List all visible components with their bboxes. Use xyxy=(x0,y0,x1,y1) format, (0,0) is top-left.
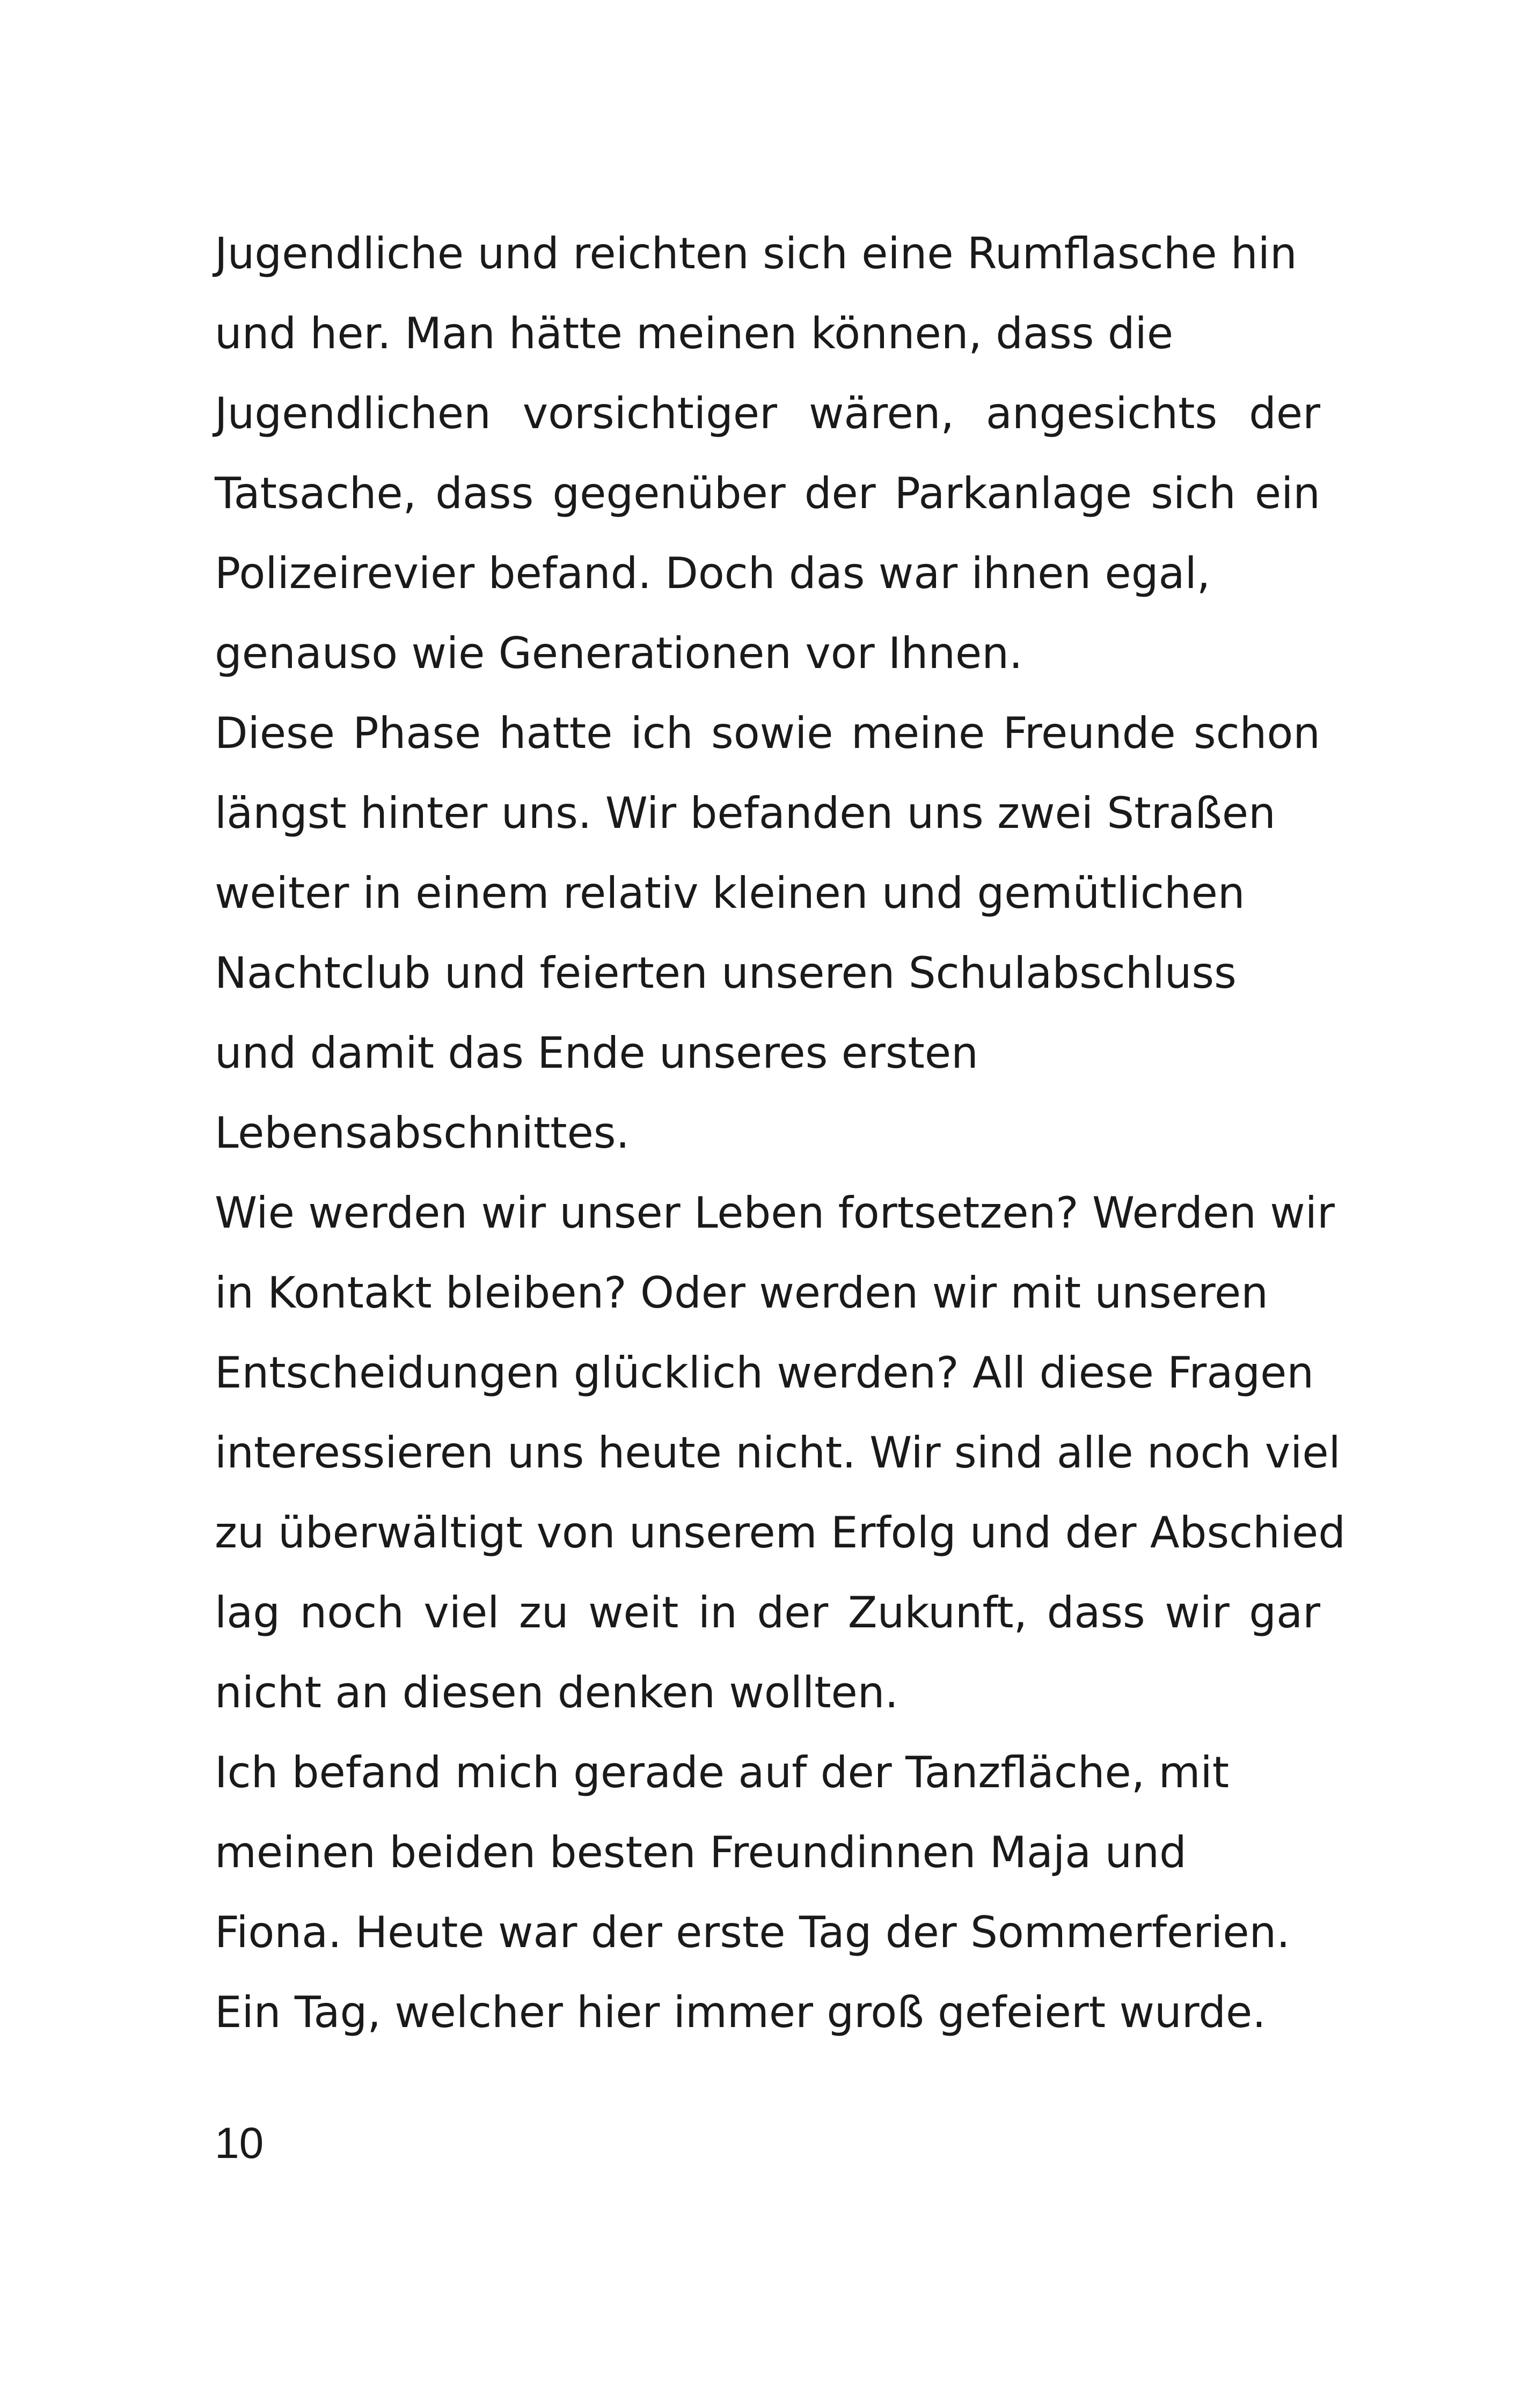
text-line: längst hinter uns. Wir befanden uns zwei Straßen xyxy=(215,788,1276,838)
text-line: Diese Phase hatte ich sowie meine Freunde schon xyxy=(215,708,1320,758)
text-line: weiter in einem relativ kleinen und gemütlichen xyxy=(215,868,1245,918)
text-line: Jugendliche und reichten sich eine Rumflasche hin xyxy=(215,229,1297,278)
text-line: zu überwältigt von unserem Erfolg und der Abschied xyxy=(215,1508,1346,1558)
text-line: Polizeirevier befand. Doch das war ihnen egal, xyxy=(215,548,1211,598)
text-line: Ich befand mich gerade auf der Tanzfläche, mit xyxy=(215,1748,1230,1797)
text-line: genauso wie Generationen vor Ihnen. xyxy=(215,628,1023,678)
body-text xyxy=(215,214,1346,2052)
page-number: 10 xyxy=(215,2119,264,2168)
text-line: lag noch viel zu weit in der Zukunft, dass wir gar xyxy=(215,1588,1320,1638)
text-line: Lebensabschnittes. xyxy=(215,1108,630,1158)
text-line: Tatsache, dass gegenüber der Parkanlage sich ein xyxy=(215,468,1320,518)
text-line: in Kontakt bleiben? Oder werden wir mit unseren xyxy=(215,1268,1268,1318)
text-line: Wie werden wir unser Leben fortsetzen? Werden wir xyxy=(215,1188,1335,1238)
text-line: meinen beiden besten Freundinnen Maja und xyxy=(215,1827,1187,1877)
text-line: Jugendlichen vorsichtiger wären, angesichts der xyxy=(215,388,1320,438)
text-line: nicht an diesen denken wollten. xyxy=(215,1668,898,1717)
text-line: interessieren uns heute nicht. Wir sind alle noch viel xyxy=(215,1428,1341,1478)
text-line: Fiona. Heute war der erste Tag der Sommerferien. xyxy=(215,1907,1290,1957)
text-line: und damit das Ende unseres ersten xyxy=(215,1028,978,1078)
text-line: und her. Man hätte meinen können, dass die xyxy=(215,309,1174,358)
text-line: Nachtclub und feierten unseren Schulabschluss xyxy=(215,948,1237,998)
text-line: Ein Tag, welcher hier immer groß gefeiert wurde. xyxy=(215,1987,1266,2037)
text-line: Entscheidungen glücklich werden? All diese Fragen xyxy=(215,1348,1314,1398)
